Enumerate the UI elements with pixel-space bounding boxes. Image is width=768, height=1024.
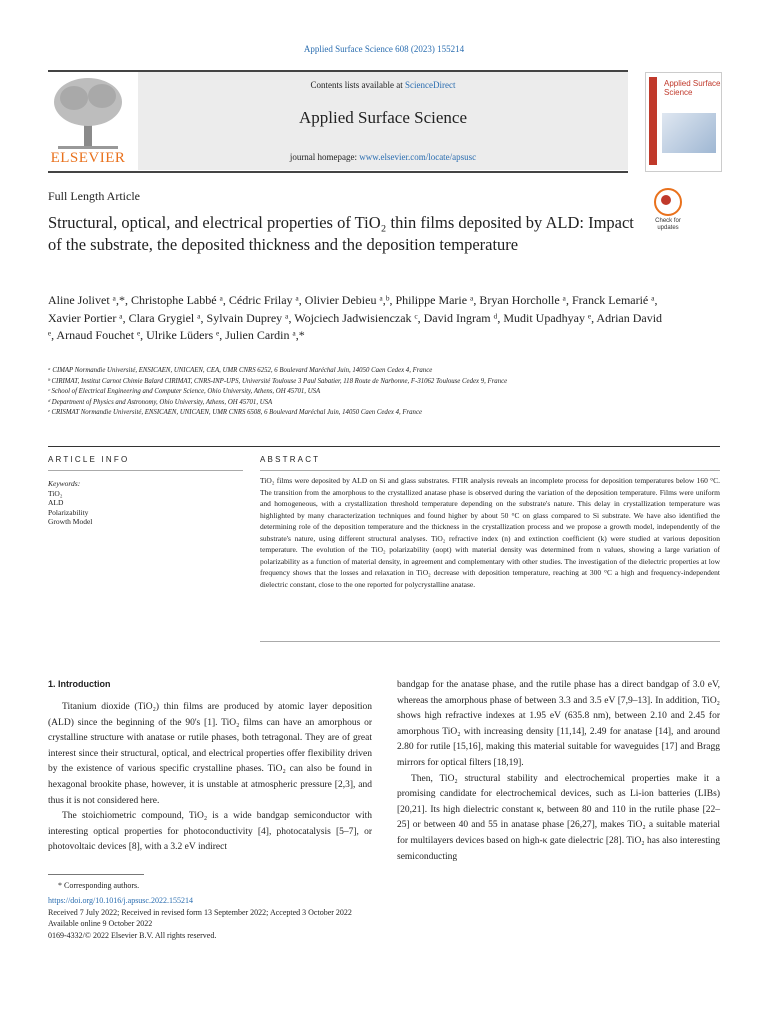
homepage-link[interactable]: www.elsevier.com/locate/apsusc bbox=[359, 152, 477, 162]
footnote-rule bbox=[48, 874, 144, 875]
journal-name: Applied Surface Science bbox=[298, 108, 468, 127]
homepage-line: journal homepage: www.elsevier.com/locate/apsusc bbox=[289, 152, 477, 162]
paragraph: bandgap for the anatase phase, and the rutile phase has a direct bandgap of 3.0 eV, whereas the amorphous phase of between 3.3 and 3.5 eV [7,9–13]. In addition, TiO₂ shows high refractive indexes at 1.95 eV (635.8 nm), between 2.10 and 2.45 for amorphous TiO₂ with increasing density [11,14], 2.49 for anatase [14], and around 2.80 for rutile [15,16], making this material suitable for waveguides [17] and Bragg mirrors for optical filters [18,19]. bbox=[397, 680, 720, 768]
keyword-item: Polarizability bbox=[48, 507, 89, 517]
abstract-heading: ABSTRACT bbox=[260, 455, 321, 464]
author-list[interactable]: Aline Jolivet ᵃ,*, Christophe Labbé ᵃ, Cédric Frilay ᵃ, Olivier Debieu ᵃ,ᵇ, Philippe Marie ᵃ, Bryan Horcholle ᵃ, Franck Lemarié ᵃ, Xavier Portier ᵃ, Clara Grygiel ᵃ, Sylvain Duprey ᵃ, Wojciech Jadwisienczak ᶜ, David Ingram ᵈ, Mudit Upadhyay ᵉ, Adrian David ᵉ, Arnaud Fouchet ᵉ, Ulrike Lüders ᵉ, Julien Cardin ᵃ,* bbox=[48, 293, 663, 342]
affiliation-a: ᵃ CIMAP Normandie Université, ENSICAEN, UNICAEN, CEA, UMR CNRS 6252, 6 Boulevard Maréchal Juin, 14050 Caen Cedex 4, France bbox=[48, 367, 433, 374]
sciencedirect-link[interactable]: ScienceDirect bbox=[405, 80, 456, 90]
paragraph: Then, TiO₂ structural stability and electrochemical properties make it a promising candidate for electrochemical devices, such as Li-ion batteries (LIBs) [20,21]. Its high dielectric constant κ, between 80 and 110 in the rutile phase [22–25] or between 40 and 55 in anatase phase [26,27], makes TiO₂ a suitable material for multilayers devices based on high-κ gate dielectric [28]. TiO₂ has also interesting semiconducting bbox=[397, 773, 720, 862]
cover-strip bbox=[649, 77, 657, 165]
affiliation-e: ᵉ CRISMAT Normandie Université, ENSICAEN, UNICAEN, UMR CNRS 6508, 6 Boulevard Maréchal Juin, 14050 Caen Cedex 4, France bbox=[48, 409, 422, 416]
affiliation-c: ᶜ School of Electrical Engineering and Computer Science, Ohio University, Athens, OH 45701, USA bbox=[48, 388, 321, 395]
keyword-item: Growth Model bbox=[48, 517, 93, 527]
publisher-wordmark: ELSEVIER bbox=[50, 150, 126, 166]
abstract-text: TiO₂ films were deposited by ALD on Si and glass substrates. FTIR analysis reveals an incomplete process for deposition temperatures below 160 °C. The transition from the amorphous to the crystallized anatase phase is observed during the variation of the deposition temperature. Films were uniform and homogeneous, with a crystallization threshold temperature depending on the substrate's nature. This delay in crystallization temperature was highlighted by many characterization techniques and found higher by about 50 °C on glass compared to Si substrate. We have also identified the determining role of the deposition temperature and the thickness in the crystallization process and we propose a growth model, independently of the substrate's nature, using different structural analyses. TiO₂ refractive index (n) and extinction coefficient (k) were studied at various deposition temperature. The evolution of the TiO₂ polarizability (αopt) with material density was determined from n values, showing a large variation of polarizability as a function of material density, in agreement and complementary with other studies. The investigation of the dielectric properties at low frequency shows that the losses and relaxation in TiO₂ decrease with deposition temperature, reaching at 300 °C a high and frequency-independent dielectric constant, close to the one reported for polycrystalline anatase. bbox=[260, 476, 720, 589]
section-heading-introduction: 1. Introduction bbox=[48, 679, 111, 689]
header-rule-bottom bbox=[48, 171, 628, 173]
paragraph: Titanium dioxide (TiO₂) thin films are produced by atomic layer deposition (ALD) since the beginning of the 90's [1]. TiO₂ films can have an amorphous or crystalline structure with anatase or rutile phases, both tetragonal. They are of great interest since their structural, optical, and electrical properties offer flexibility driven by the existence of various specific crystalline phases. TiO₂ can also be found in hexagonal brookite phase, however, it is unstable at atmospheric pressure [2,3], and thus it is not considered here. bbox=[48, 702, 372, 806]
copyright: 0169-4332/© 2022 Elsevier B.V. All rights reserved. bbox=[48, 930, 217, 940]
keywords-label: Keywords: bbox=[48, 479, 81, 488]
article-info-rule bbox=[48, 470, 243, 471]
article-title: Structural, optical, and electrical properties of TiO₂ thin films deposited by ALD: Impact of the substrate, the deposited thickness and the deposition temperature bbox=[48, 213, 634, 254]
affiliation-d: ᵈ Department of Physics and Astronomy, Ohio University, Athens, OH 45701, USA bbox=[48, 398, 273, 406]
check-for-updates-badge[interactable] bbox=[650, 188, 686, 232]
crossmark-icon bbox=[654, 188, 682, 216]
affiliation-b: ᵇ CIRIMAT, Institut Carnot Chimie Balard CIRIMAT, CNRS-INP-UPS, Université Toulouse 3 Paul Sabatier, 118 Route de Narbonne, F-31062 Toulouse Cedex 9, France bbox=[48, 377, 508, 385]
body-column-right bbox=[397, 678, 720, 865]
article-type: Full Length Article bbox=[48, 189, 140, 203]
contents-line: Contents lists available at ScienceDirect bbox=[310, 80, 456, 90]
abstract-rule-bottom bbox=[260, 641, 720, 642]
corresponding-note: * Corresponding authors. bbox=[58, 881, 140, 890]
affiliations bbox=[48, 366, 688, 419]
abstract-rule bbox=[260, 470, 720, 471]
cover-image bbox=[662, 113, 716, 153]
article-footer bbox=[48, 880, 720, 941]
journal-cover-thumbnail[interactable] bbox=[645, 72, 722, 172]
crossmark-label: Check for updates bbox=[655, 218, 681, 231]
available-online: Available online 9 October 2022 bbox=[48, 919, 153, 929]
keywords-block bbox=[48, 479, 92, 527]
cover-title: Applied Surface Science bbox=[664, 79, 721, 97]
keyword-item: TiO₂ bbox=[48, 488, 63, 498]
received-dates: Received 7 July 2022; Received in revised form 13 September 2022; Accepted 3 October 2022 bbox=[48, 907, 352, 917]
section-rule bbox=[48, 446, 720, 447]
article-info-heading: ARTICLE INFO bbox=[48, 455, 130, 464]
body-column-left bbox=[48, 700, 372, 856]
journal-citation[interactable]: Applied Surface Science 608 (2023) 155214 bbox=[303, 44, 465, 54]
doi-link[interactable]: https://doi.org/10.1016/j.apsusc.2022.155214 bbox=[48, 896, 193, 906]
paragraph: The stoichiometric compound, TiO₂ is a wide bandgap semiconductor with interesting optical properties for photoconductivity [4], photocatalysis [5–7], or photovoltaic devices [8], with a 3.2 eV indirect bbox=[48, 811, 372, 853]
keyword-item: ALD bbox=[48, 498, 64, 508]
